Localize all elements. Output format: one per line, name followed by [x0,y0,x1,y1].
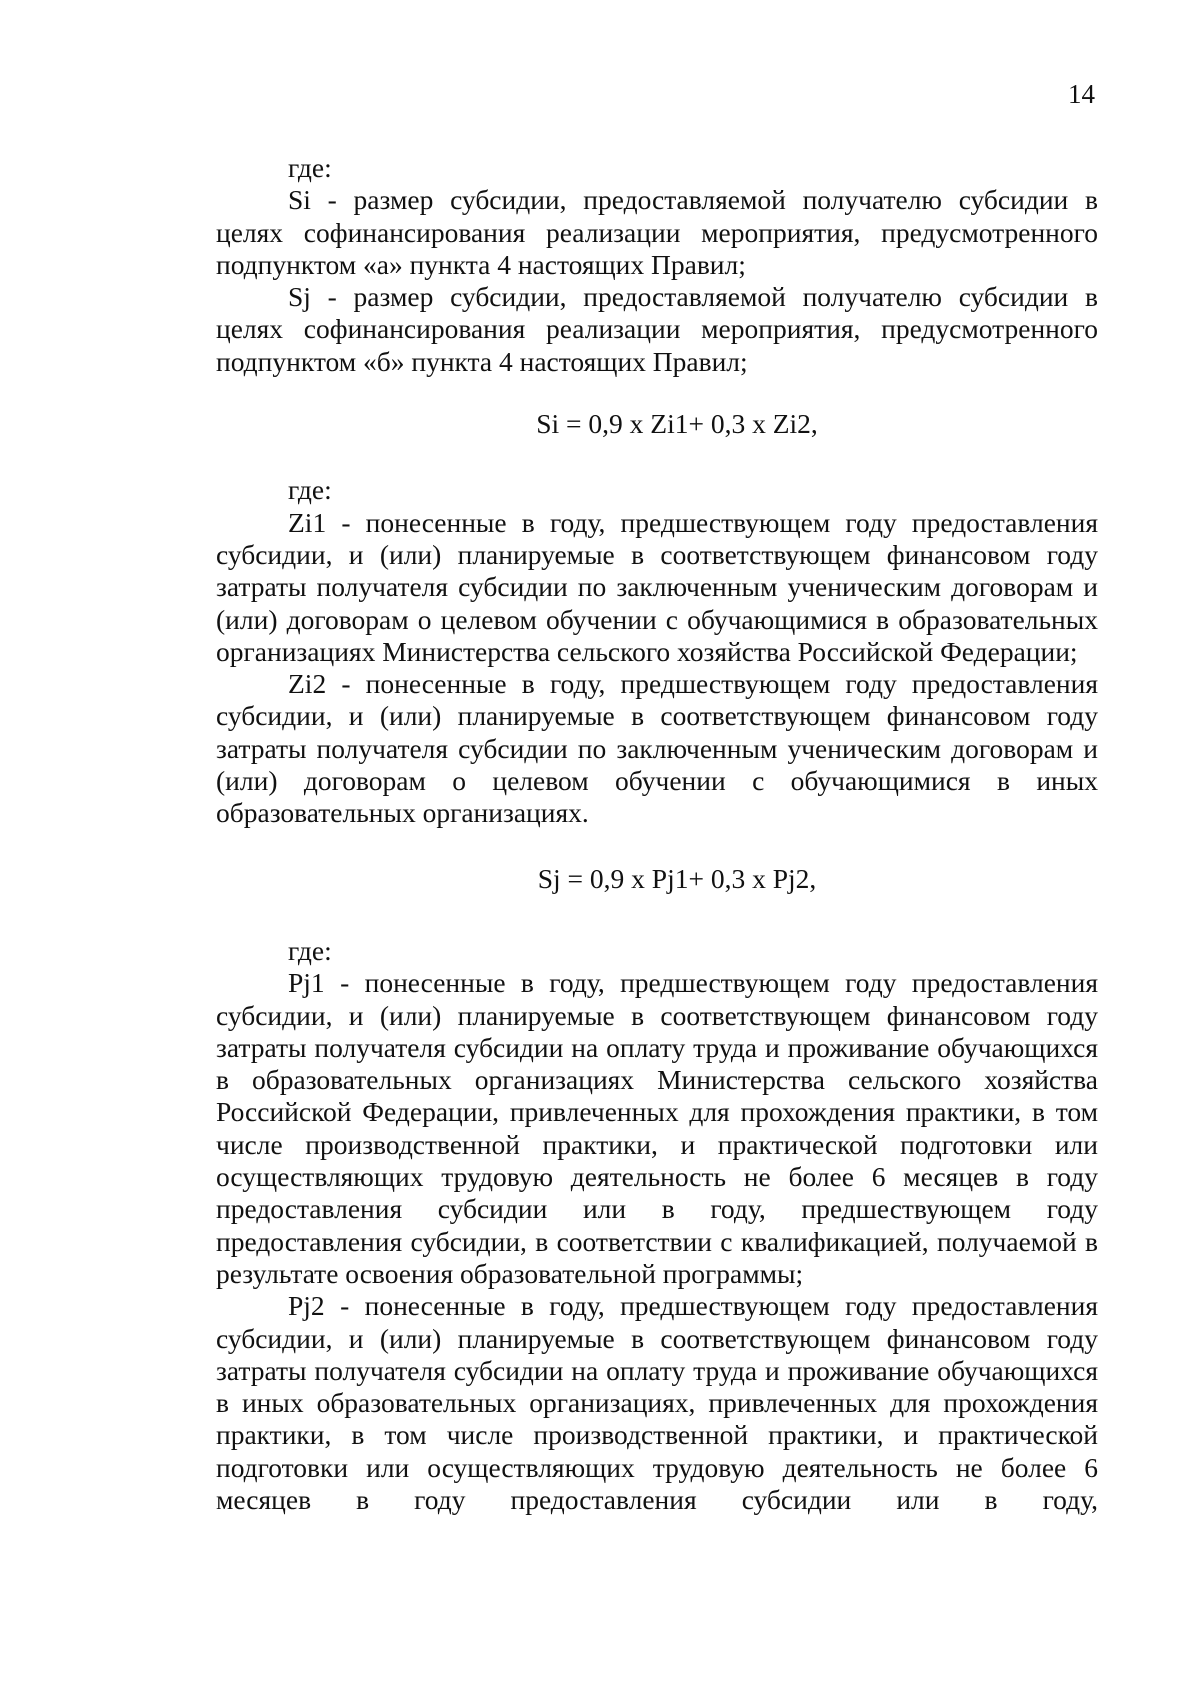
where-label-2: где: [288,474,332,506]
document-body [216,152,1098,1516]
formula-sj: Sj = 0,9 x Pj1+ 0,3 x Pj2, [537,862,817,894]
where-label-3: где: [288,934,332,966]
page-number: 14 [1068,79,1095,109]
pj1-definition: Pj1 - понесенные в году, предшествующем году предоставления субсидии, и (или) планируемые в соответствующем финансовом году затраты получателя субсидии на оплату труда и проживание обучающихся в образовательных организациях Министерства сельского хозяйства Российской Федерации, привлеченных для прохождения практики, в том числе производственной практики, и практической подготовки или осуществляющих трудовую деятельность не более 6 месяцев в году предоставления субсидии или в году, предшествующем году предоставления субсидии, в соответствии с квалификацией, получаемой в результате освоения образовательной программы; [216,967,1098,1289]
formula-si: Si = 0,9 x Zi1+ 0,3 x Zi2, [536,408,818,440]
sj-definition: Sj - размер субсидии, предоставляемой получателю субсидии в целях софинансирования реализации мероприятия, предусмотренного подпунктом «б» пункта 4 настоящих Правил; [216,281,1098,377]
si-definition: Si - размер субсидии, предоставляемой получателю субсидии в целях софинансирования реализации мероприятия, предусмотренного подпунктом «а» пункта 4 настоящих Правил; [216,184,1098,280]
zi1-definition: Zi1 - понесенные в году, предшествующем году предоставления субсидии, и (или) планируемые в соответствующем финансовом году затраты получателя субсидии по заключенным ученическим договорам и (или) договорам о целевом обучении с обучающимися в образовательных организациях Министерства сельского хозяйства Российской Федерации; [216,506,1098,667]
where-label-1: где: [288,152,332,183]
zi2-definition: Zi2 - понесенные в году, предшествующем году предоставления субсидии, и (или) планируемые в соответствующем финансовом году затраты получателя субсидии по заключенным ученическим договорам и (или) договорам о целевом обучении с обучающимися в иных образовательных организациях. [216,668,1098,829]
pj2-definition: Pj2 - понесенные в году, предшествующем году предоставления субсидии, и (или) планируемые в соответствующем финансовом году затраты получателя субсидии на оплату труда и проживание обучающихся в иных образовательных организациях, привлеченных для прохождения практики, в том числе производственной практики, и практической подготовки или осуществляющих трудовую деятельность не более 6 месяцев в году предоставления субсидии или в году, [216,1290,1098,1515]
